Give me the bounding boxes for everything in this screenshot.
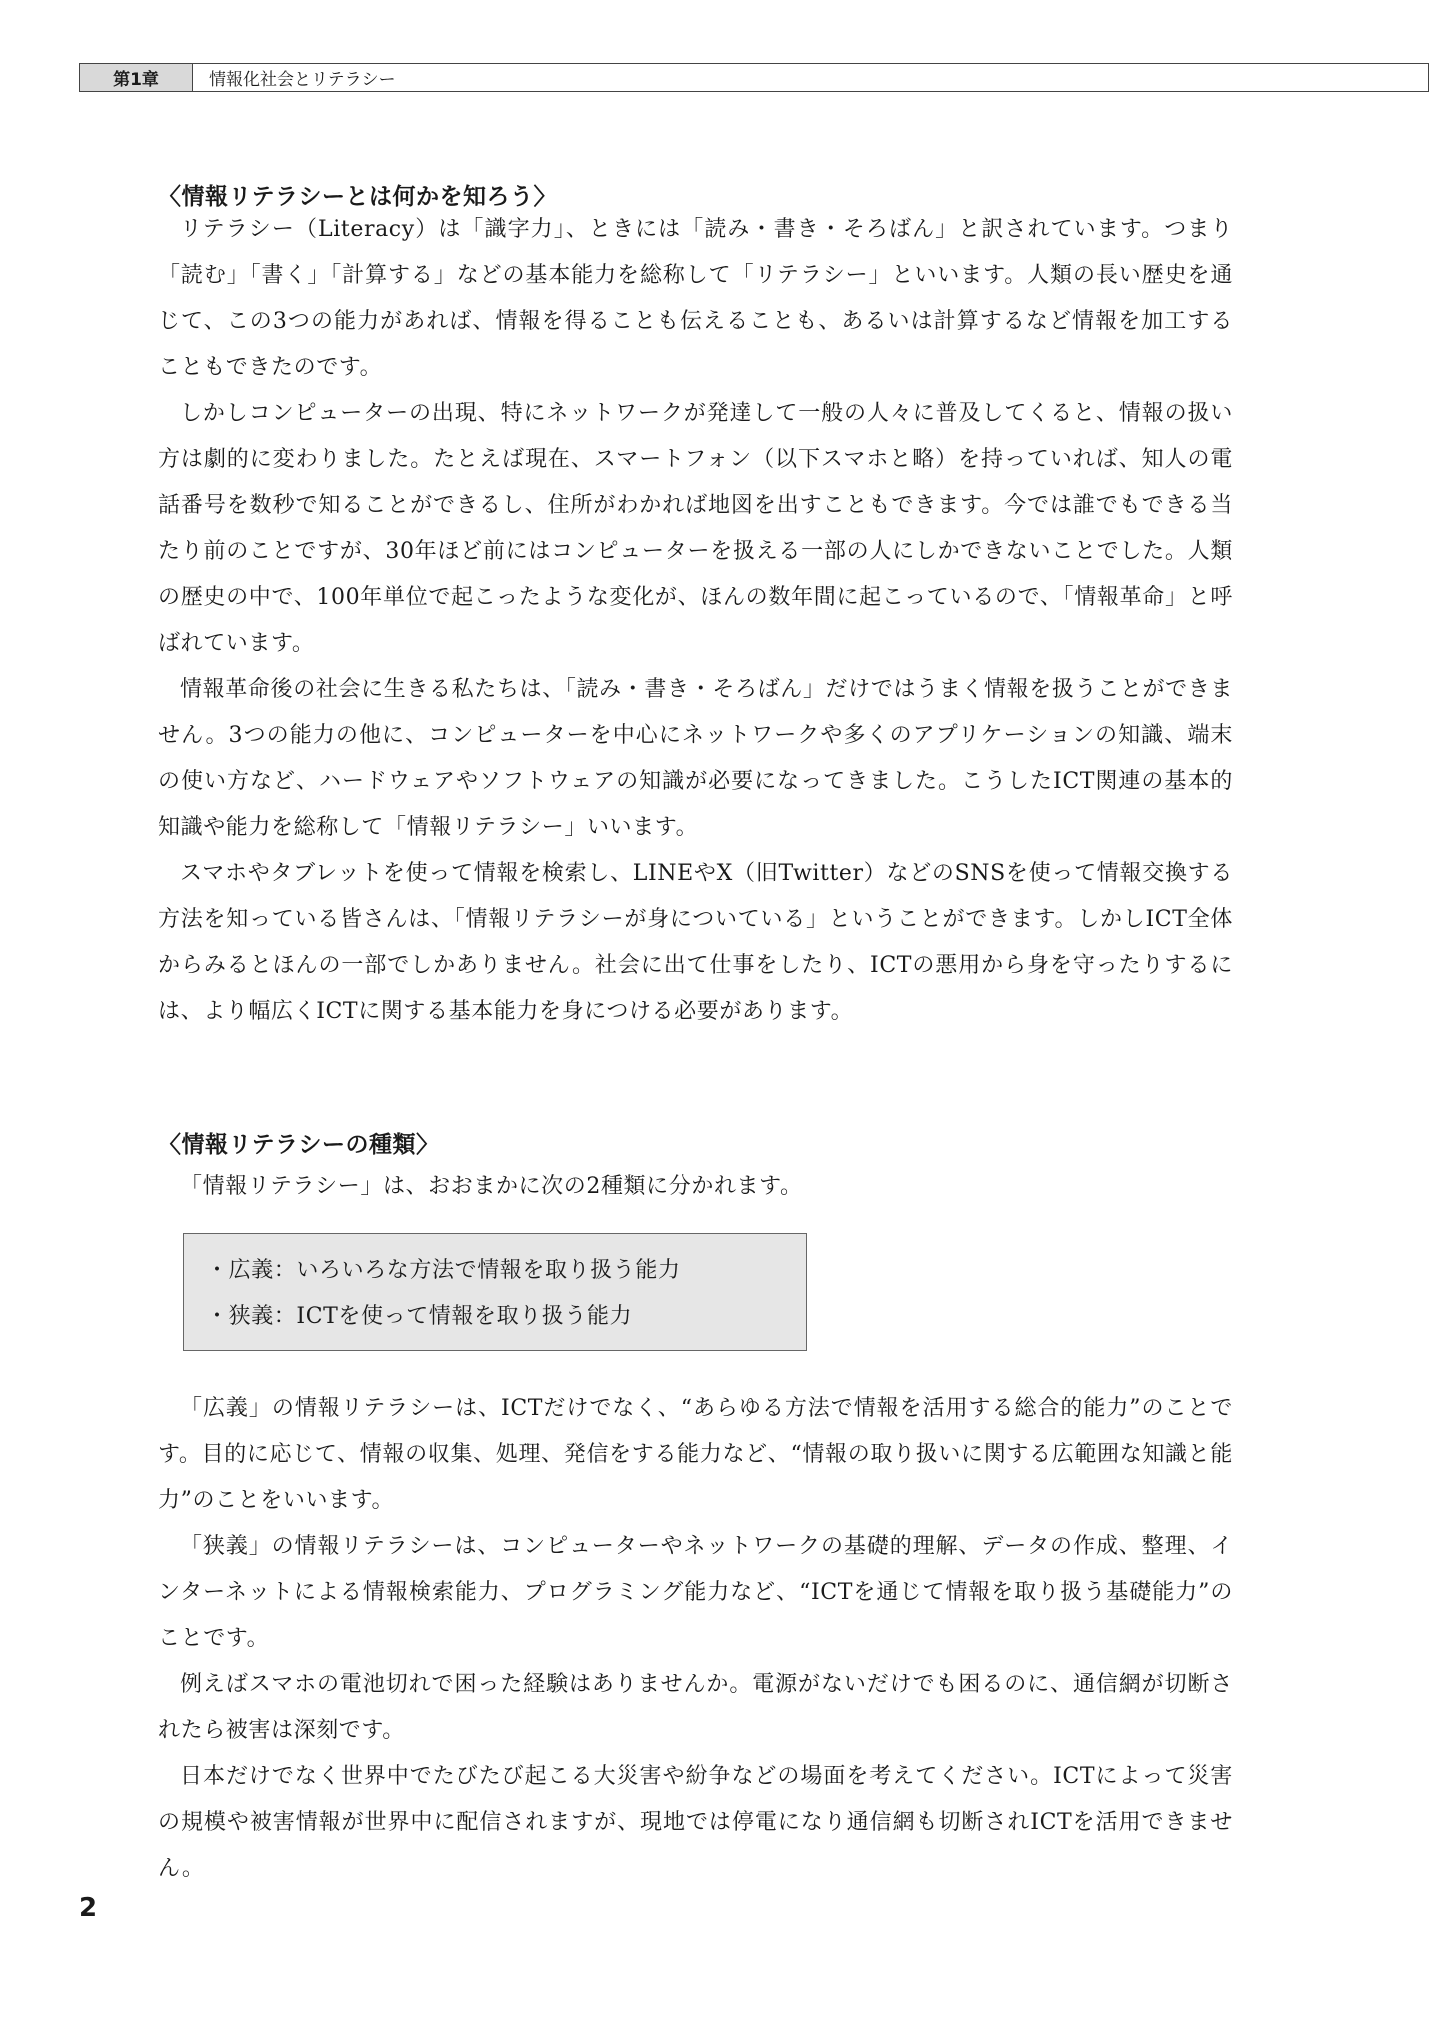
chapter-header xyxy=(79,63,1429,92)
page-number: 2 xyxy=(79,1893,98,1923)
definition-box xyxy=(183,1233,807,1351)
paragraph: 日本だけでなく世界中でたびたび起こる大災害や紛争などの場面を考えてください。ICTによって災害の規模や被害情報が世界中に配信されますが、現地では停電になり通信網も切断されICTを活用できません。 xyxy=(158,1764,1233,1881)
section2-body xyxy=(158,1386,1233,1892)
paragraph: リテラシー（Literacy）は「識字力」、ときには「読み・書き・そろばん」と訳されています。つまり「読む」「書く」「計算する」などの基本能力を総称して「リテラシー」といいます。人類の長い歴史を通じて、この3つの能力があれば、情報を得ることも伝えることも、あるいは計算するなど情報を加工することもできたのです。 xyxy=(158,217,1233,380)
section2-intro xyxy=(158,1164,1233,1210)
definition-narrow: ・狭義：ICTを使って情報を取り扱う能力 xyxy=(206,1304,633,1329)
paragraph: 「情報リテラシー」は、おおまかに次の2種類に分かれます。 xyxy=(180,1174,803,1199)
section-heading-what-is-literacy: 〈情報リテラシーとは何かを知ろう〉 xyxy=(158,184,558,210)
paragraph: 情報革命後の社会に生きる私たちは、「読み・書き・そろばん」だけではうまく情報を扱うことができません。3つの能力の他に、コンピューターを中心にネットワークや多くのアプリケーションの知識、端末の使い方など、ハードウェアやソフトウェアの知識が必要になってきました。こうしたICT関連の基本的知識や能力を総称して「情報リテラシー」いいます。 xyxy=(158,677,1233,840)
chapter-title: 情報化社会とリテラシー xyxy=(209,70,396,90)
chapter-label: 第1章 xyxy=(80,64,193,91)
paragraph: 例えばスマホの電池切れで困った経験はありませんか。電源がないだけでも困るのに、通信網が切断されたら被害は深刻です。 xyxy=(158,1672,1233,1743)
definition-broad: ・広義：いろいろな方法で情報を取り扱う能力 xyxy=(206,1258,681,1283)
section-heading-literacy-types: 〈情報リテラシーの種類〉 xyxy=(158,1132,440,1158)
paragraph: 「狭義」の情報リテラシーは、コンピューターやネットワークの基礎的理解、データの作成、整理、インターネットによる情報検索能力、プログラミング能力など、“ICTを通じて情報を取り扱う基礎能力”のことです。 xyxy=(158,1534,1233,1651)
paragraph: スマホやタブレットを使って情報を検索し、LINEやX（旧Twitter）などのSNSを使って情報交換する方法を知っている皆さんは、「情報リテラシーが身についている」ということができます。しかしICT全体からみるとほんの一部でしかありません。社会に出て仕事をしたり、ICTの悪用から身を守ったりするには、より幅広くICTに関する基本能力を身につける必要があります。 xyxy=(158,861,1233,1024)
paragraph: 「広義」の情報リテラシーは、ICTだけでなく、“あらゆる方法で情報を活用する総合的能力”のことです。目的に応じて、情報の収集、処理、発信をする能力など、“情報の取り扱いに関する広範囲な知識と能力”のことをいいます。 xyxy=(158,1396,1233,1513)
paragraph: しかしコンピューターの出現、特にネットワークが発達して一般の人々に普及してくると、情報の扱い方は劇的に変わりました。たとえば現在、スマートフォン（以下スマホと略）を持っていれば、知人の電話番号を数秒で知ることができるし、住所がわかれば地図を出すこともできます。今では誰でもできる当たり前のことですが、30年ほど前にはコンピューターを扱える一部の人にしかできないことでした。人類の歴史の中で、100年単位で起こったような変化が、ほんの数年間に起こっているので、「情報革命」と呼ばれています。 xyxy=(158,401,1233,656)
section1-body xyxy=(158,207,1233,1035)
